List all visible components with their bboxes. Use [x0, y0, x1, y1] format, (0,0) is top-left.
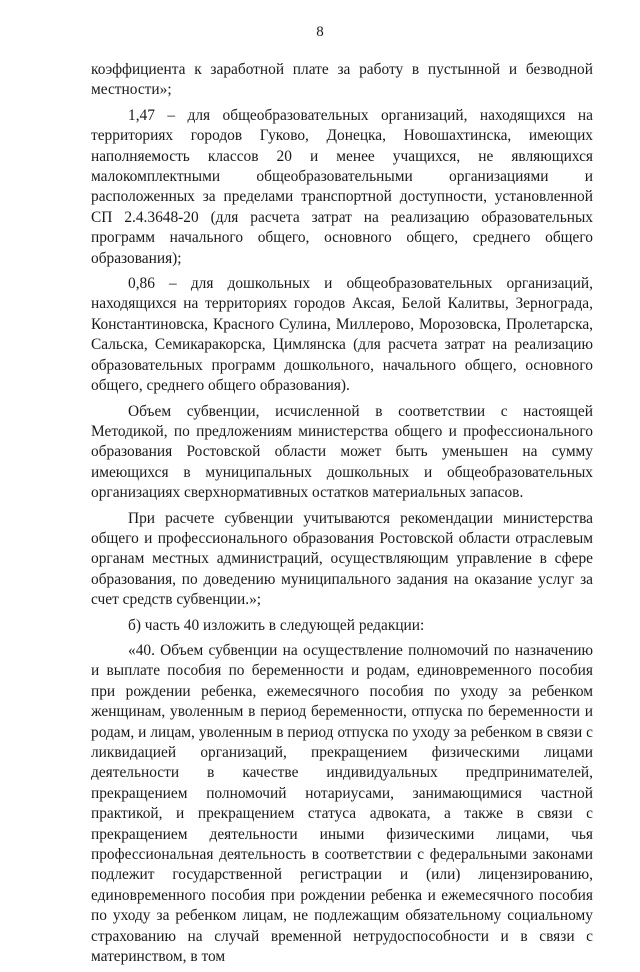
- paragraph-coefficient-1-47: 1,47 – для общеобразовательных организаций, находящихся на территориях городов Гуково, Донецка, Новошахтинска, имеющих наполняемость классов 20 и менее учащихся, не являющихся малокомплектными общеобразовательными организациями и расположенных за пределами транспортной доступности, установленной СП 2.4.3648-20 (для расчета затрат на реализацию образовательных программ начального общего, основного общего, среднего общего образования);: [91, 106, 593, 267]
- paragraph-continuation: коэффициента к заработной плате за работу в пустынной и безводной местности»;: [91, 61, 593, 99]
- paragraph-part-40-heading: б) часть 40 изложить в следующей редакции:: [128, 616, 425, 634]
- paragraph-part-40-text: «40. Объем субвенции на осуществление полномочий по назначению и выплате пособия по беременности и родам, единовременного пособия при рождении ребенка, ежемесячного пособия по уходу за ребенком женщинам, уволенным в период беременности, отпуска по беременности и родам, и лицам, уволенным в период отпуска по уходу за ребенком в связи с ликвидацией организаций, прекращением физическими лицами деятельности в качестве индивидуальных предпринимателей, прекращением полномочий нотариусами, занимающимися частной практикой, и прекращением статуса адвоката, а также в связи с прекращением деятельности иными физическими лицами, чья профессиональная деятельность в соответствии с федеральными законами подлежит государственной регистрации и (или) лицензированию, единовременного пособия при рождении ребенка и ежемесячного пособия по уходу за ребенком лицам, не подлежащим обязательному социальному страхованию на случай временной нетрудоспособности и в связи с материнством, в том: [91, 641, 593, 966]
- page-number: 8: [316, 24, 324, 40]
- document-body: [91, 60, 593, 972]
- paragraph-subvention-recommendations: При расчете субвенции учитываются рекомендации министерства общего и профессионального образования Ростовской области отраслевым органам местных администраций, осуществляющим управление в сфере образования, по доведению муниципального задания на оказание услуг за счет средств субвенции.»;: [91, 509, 593, 609]
- paragraph-coefficient-0-86: 0,86 – для дошкольных и общеобразовательных организаций, находящихся на территориях городов Аксая, Белой Калитвы, Зернограда, Константиновска, Красного Сулина, Миллерово, Морозовска, Пролетарска, Сальска, Семикаракорска, Цимлянска (для расчета затрат на реализацию образовательных программ дошкольного, начального общего, основного общего, среднего общего образования).: [91, 275, 593, 395]
- paragraph-subvention-volume: Объем субвенции, исчисленной в соответствии с настоящей Методикой, по предложениям министерства общего и профессионального образования Ростовской области может быть уменьшен на сумму имеющихся в муниципальных дошкольных и общеобразовательных организациях сверхнормативных остатков материальных запасов.: [91, 402, 593, 502]
